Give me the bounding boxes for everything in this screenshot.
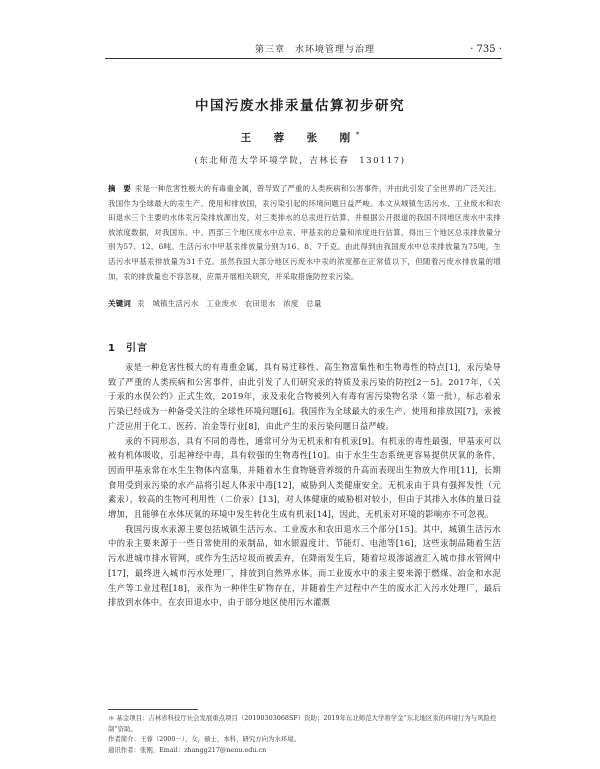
footnote-author: 作者简介：王蓉（2000－），女，硕士，本科，研究方向为水环境。 (108, 735, 300, 743)
keywords (108, 298, 501, 310)
abstract (108, 182, 501, 284)
footnotes (108, 713, 501, 755)
author-footnote-marker: * (356, 131, 360, 139)
body-paragraph-2: 汞的不同形态，具有不同的毒性，通常可分为无机汞和有机汞[9]。有机汞的毒性最强，甲基汞可以被有机体吸收，引起神经中毒，具有较强的生物毒性[10]。由于水生生态系统更容易提供厌氧的条件，因而甲基汞常在水生生物体内富集，并随着水生食物链营养级的升高而表现出生物放大作用[11]，长期食用受到汞污染的水产品将引起人体汞中毒[12]，威胁到人类健康安全。无机汞由于具有强挥发性（元素汞），较高的生物可利用性（二价汞）[13]，对人体健康的威胁相对较小，但由于其排入水体的量日益增加，且能够在水体厌氧的环境中发生转化生成有机汞[14]，因此，无机汞对环境的影响亦不可忽视。 (108, 435, 501, 520)
keywords-text: 汞 城镇生活污水 工业废水 农田退水 浓度 总量 (137, 299, 322, 308)
abstract-text: 汞是一种危害性极大的有毒重金属，曾导致了严重的人类疾病和公害事件，并由此引发了全世界的广泛关注。我国作为全球最大的汞生产、使用和排放国，汞污染引起的环境问题日益严峻。本文从城镇生活污水、工业废水和农田退水三个主要的水体汞污染排放源出发，对三类排水的总汞进行估算，并根据公开报道的我国不同地区废水中汞排放浓度数据，对我国东、中、西部三个地区废水中总汞、甲基汞的总量和浓度进行估算，得出三个地区总汞排放量分别为57、12、6吨。生活污水中甲基汞排放量分别为16、8、7千克。由此得到由我国废水中总汞排放量为75吨，生活污水甲基汞排放量为31千克。虽然我国大部分地区污废水中汞的浓度都在正常值以下，但随着污废水排放量的增加，汞的排放量也不容忽视，应需开展相关研究，并采取措施防控汞污染。 (108, 184, 501, 281)
section-number: 1 (108, 343, 116, 354)
authors (0, 130, 600, 145)
body-paragraph-1: 汞是一种危害性极大的有毒重金属，具有易迁移性、高生物富集性和生物毒性的特点[1]，汞污染导致了严重的人类疾病和公害事件，由此引发了人们研究汞的特质及汞污染的防控[2－5]。2017年，《关于汞的水俣公约》正式生效，2019年，汞及汞化合物被列入有毒有害污染物名录（第一批），标志着汞污染已经成为一种备受关注的全球性环境问题[6]。我国作为全球最大的汞生产、使用和排放国[7]，汞被广泛应用于化工、医药、冶金等行业[8]，由此产生的汞污染问题日益严峻。 (108, 362, 501, 431)
paper-title: 中国污废水排汞量估算初步研究 (195, 98, 405, 114)
section-title: 引言 (125, 343, 148, 354)
footnote-contact: 通讯作者：张刚，Email：zhangg217@nenu.edu.cn (108, 745, 267, 754)
running-header (105, 44, 502, 59)
author-names: 王 蓉 张 刚 (240, 132, 357, 144)
footnote-divider (108, 709, 198, 710)
body-text (108, 360, 501, 610)
running-header-section: 第三章 水环境管理与治理 (255, 45, 376, 55)
page-number: · 735 · (470, 44, 502, 55)
section-heading-introduction (108, 339, 148, 354)
abstract-label: 摘 要 (108, 184, 131, 193)
footnote-fund: ＊ 基金项目：吉林省科技厅社会发展重点项目（20190303068SF）资助；2019年东北师范大学将学金“东北地区汞的环境行为与风险控制”资助。 (108, 714, 497, 733)
affiliation: (东北师范大学环境学院，吉林长春 130117) (194, 156, 406, 166)
body-paragraph-3: 我国污废水汞源主要包括城镇生活污水、工业废水和农田退水三个部分[15]。其中，城镇生活污水中的汞主要来源于一些日常使用的汞制品，如水银温度计、节能灯、电池等[16]，这些汞制品随着生活污水进城市排水管网，或作为生活垃圾而被丢弃，在降雨发生后，随着垃圾渗滤液汇入城市排水管网中[17]，最终进入城市污水处理厂，排放到自然界水体。而工业废水中的汞主要来源于燃煤、冶金和水泥生产等工业过程[18]，汞作为一种伴生矿物存在，并随着生产过程中产生的废水汇入污水处理厂，最后排放到水体中。在农田退水中，由于部分地区使用污水灌溉 (108, 523, 501, 608)
keywords-label: 关键词 (108, 299, 132, 308)
